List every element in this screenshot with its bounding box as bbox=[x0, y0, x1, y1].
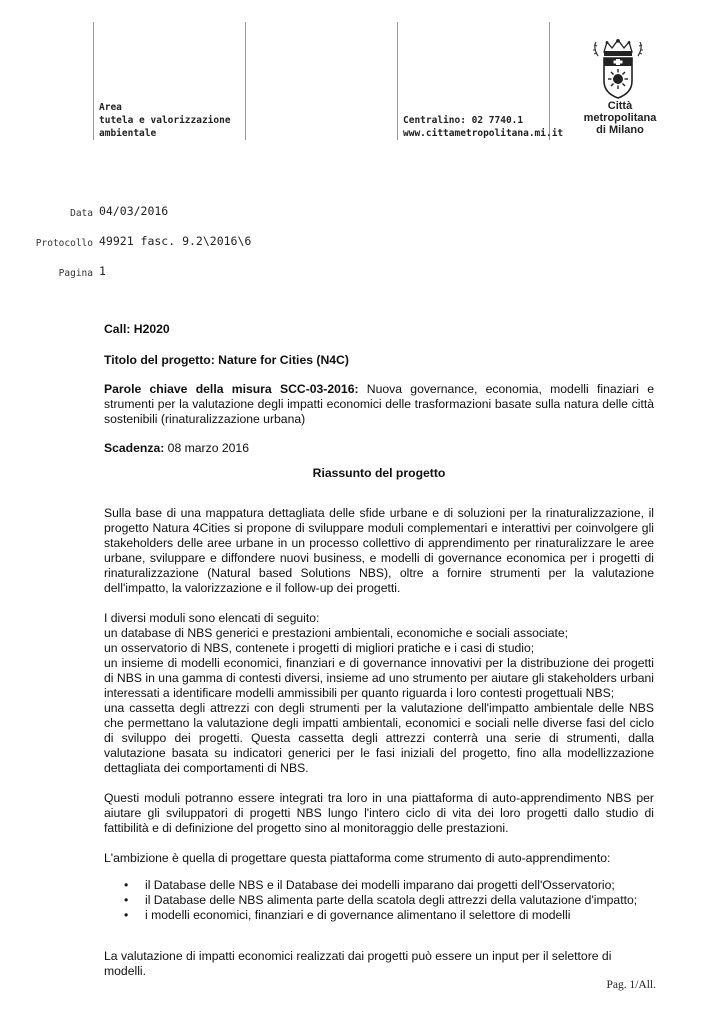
website-url[interactable]: www.cittametropolitana.mi.it bbox=[403, 128, 564, 139]
deadline-paragraph bbox=[104, 441, 654, 456]
module-item: un database di NBS generici e prestazioni ambientali, economiche e sociali associate; bbox=[104, 626, 569, 640]
modules-intro: I diversi moduli sono elencati di seguito: bbox=[104, 611, 320, 625]
department-line: Area bbox=[99, 102, 122, 113]
list-item bbox=[104, 908, 654, 923]
module-item: un osservatorio di NBS, contenete i progetti di migliori pratiche e i casi di studio; bbox=[104, 641, 535, 655]
department-line: tutela e valorizzazione bbox=[99, 115, 231, 126]
call-line: Call: H2020 bbox=[104, 322, 170, 336]
page-number: Pag. 1/All. bbox=[606, 979, 656, 991]
paragraph-ambition: L'ambizione è quella di progettare questa piattaforma come strumento di auto-apprendimento: bbox=[104, 851, 611, 865]
page-label: Pagina bbox=[58, 268, 93, 279]
module-item: una cassetta degli attrezzi con degli strumenti per la valutazione dell'impatto ambientale delle NBS che permettano la valutazione degli impatti ambientali, economici e sociali nelle diverse fasi del ciclo di sviluppo dei progetti. Questa cassetta degli attrezzi conterrà una serie di strumenti, dalla valutazione basata su indicatori generici per le fasi iniziali del progetto, fino alla modellizzazione dettagliata dei comportamenti di NBS. bbox=[104, 701, 654, 775]
city-logo-name bbox=[568, 100, 672, 136]
project-title: Titolo del progetto: Nature for Cities (N4C) bbox=[104, 353, 349, 367]
module-item: un insieme di modelli economici, finanziari e di governance innovativi per la distribuzione dei progetti di NBS in una gamma di contesti diversi, insieme ad uno strumento per aiutare gli stakeholders urbani interessati a identificare modelli ammissibili per quanto riguarda i loro contesti progettuali NBS; bbox=[104, 656, 654, 700]
page-value: 1 bbox=[99, 264, 106, 278]
header-divider bbox=[397, 22, 398, 140]
logo-name-line: metropolitana bbox=[583, 112, 657, 124]
paragraph-integration: Questi moduli potranno essere integrati tra loro in una piattaforma di auto-apprendimento NBS per aiutare gli sviluppatori di progetti NBS lungo l'intero ciclo di vita dei loro progetti dallo studio di fattibilità e di definizione del progetto sino al monitoraggio delle prestazioni. bbox=[104, 791, 654, 835]
paragraph-impact: La valutazione di impatti economici realizzati dai progetti può essere un input per il selettore di modelli. bbox=[104, 949, 612, 978]
header-divider bbox=[245, 22, 246, 140]
modules-section bbox=[104, 611, 654, 776]
date-label: Data bbox=[70, 208, 93, 219]
date-value: 04/03/2016 bbox=[99, 204, 169, 218]
protocol-value: 49921 fasc. 9.2\2016\6 bbox=[99, 234, 252, 248]
keywords-label: Parole chiave della misura SCC-03-2016: bbox=[104, 382, 359, 396]
bullet-icon: • bbox=[124, 908, 129, 922]
list-item bbox=[104, 878, 654, 893]
coat-of-arms-icon bbox=[588, 38, 648, 100]
contact-block bbox=[403, 114, 563, 140]
phone-number: Centralino: 02 7740.1 bbox=[403, 115, 524, 126]
bullet-icon: • bbox=[124, 893, 129, 907]
paragraph-intro: Sulla base di una mappatura dettagliata delle sfide urbane e di soluzioni per la rinaturalizzazione, il progetto Natura 4Cities si propone di sviluppare moduli complementari e interattivi per coinvolgere gli stakeholders delle aree urbane in un processo collettivo di apprendimento per rinaturalizzare le aree urbane, sviluppare e diffondere nuovi business, e modelli di governance economica per i progetti di rinaturalizzazione (Natural based Solutions NBS), oltre a fornire strumenti per la valutazione dell'impatto, la valorizzazione e il follow-up dei progetti. bbox=[104, 506, 654, 595]
header-divider bbox=[93, 22, 94, 140]
logo-name-line: di Milano bbox=[596, 124, 644, 136]
city-logo bbox=[588, 38, 648, 105]
list-item-text: i modelli economici, finanziari e di governance alimentano il selettore di modelli bbox=[145, 908, 571, 922]
document-body bbox=[104, 322, 654, 979]
keywords-paragraph bbox=[104, 382, 654, 427]
deadline-label: Scadenza: bbox=[104, 441, 165, 455]
bullet-list bbox=[104, 878, 654, 923]
list-item-text: il Database delle NBS e il Database dei modelli imparano dai progetti dell'Osservatorio; bbox=[145, 878, 615, 892]
department-line: ambientale bbox=[99, 128, 157, 139]
list-item bbox=[104, 893, 654, 908]
department-block bbox=[99, 101, 231, 140]
list-item-text: il Database delle NBS alimenta parte della scatola degli attrezzi della valutazione d'impatto; bbox=[145, 893, 638, 907]
deadline-text: 08 marzo 2016 bbox=[164, 441, 249, 455]
keywords-text: Nuova governance, economia, modelli finaziari e strumenti per la valutazione degli impatti economici delle trasformazioni basate sulla natura delle città sostenibili (rinaturalizzazione urbana) bbox=[104, 382, 654, 426]
protocol-label: Protocollo bbox=[35, 238, 93, 249]
logo-name-line: Città bbox=[607, 100, 633, 112]
bullet-icon: • bbox=[124, 878, 129, 892]
summary-heading: Riassunto del progetto bbox=[312, 466, 446, 480]
